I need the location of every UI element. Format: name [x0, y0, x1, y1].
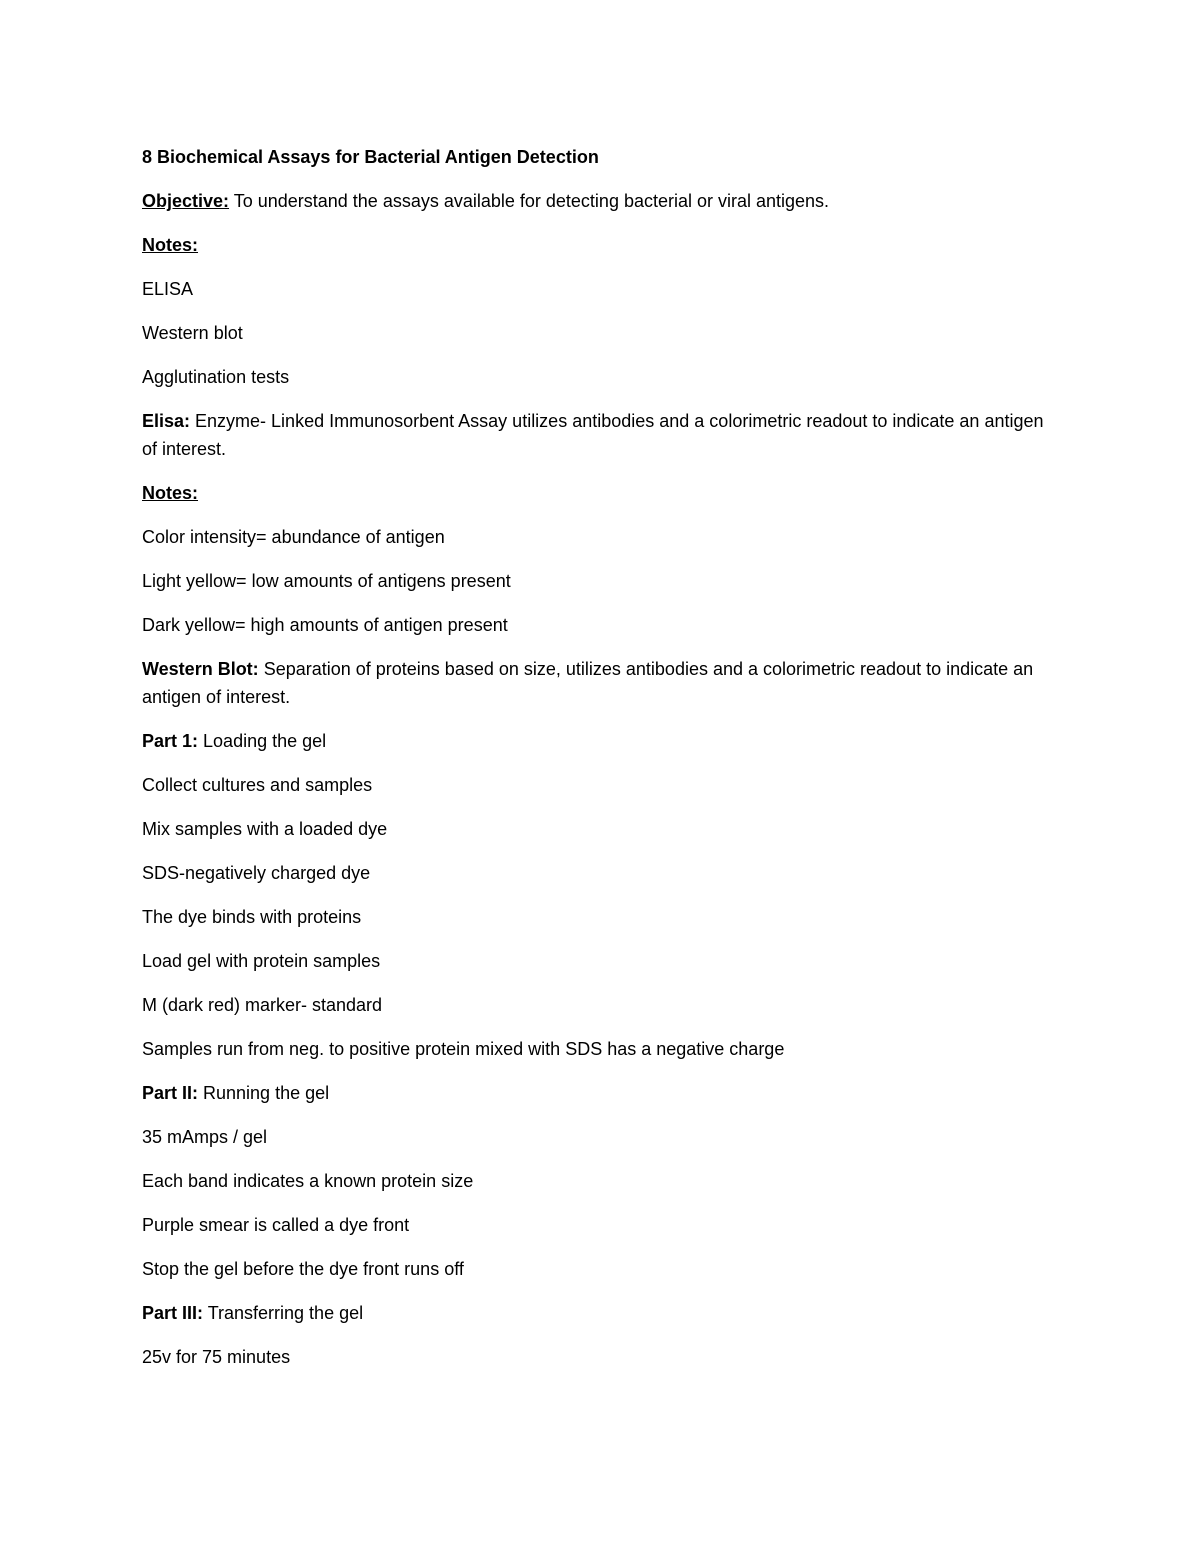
notes-heading-2: Notes:: [142, 483, 199, 503]
elisa-paragraph: [142, 407, 1062, 463]
part-2-heading: [142, 1079, 1062, 1107]
part-3-text: Transferring the gel: [203, 1303, 364, 1323]
part-2-label: Part II:: [142, 1083, 199, 1103]
objective-paragraph: [142, 187, 1062, 215]
part-1-text: Loading the gel: [198, 731, 327, 751]
list-item: The dye binds with proteins: [142, 907, 362, 927]
list-item: 25v for 75 minutes: [142, 1347, 291, 1367]
list-item: Light yellow= low amounts of antigens present: [142, 571, 511, 591]
western-blot-label: Western Blot:: [142, 659, 259, 679]
objective-label: Objective:: [142, 191, 230, 211]
western-blot-paragraph: [142, 655, 1062, 711]
list-item: Load gel with protein samples: [142, 951, 381, 971]
list-item: Purple smear is called a dye front: [142, 1215, 410, 1235]
list-item: Dark yellow= high amounts of antigen present: [142, 615, 508, 635]
list-item: 35 mAmps / gel: [142, 1127, 268, 1147]
list-item: Mix samples with a loaded dye: [142, 819, 388, 839]
part-1-heading: [142, 727, 1062, 755]
list-item: Agglutination tests: [142, 367, 290, 387]
part-2-text: Running the gel: [198, 1083, 330, 1103]
western-blot-text: Separation of proteins based on size, utilizes antibodies and a colorimetric readout to indicate an antigen of interest.: [142, 659, 1034, 707]
notes-heading-1: Notes:: [142, 235, 199, 255]
objective-text: To understand the assays available for detecting bacterial or viral antigens.: [229, 191, 830, 211]
part-3-label: Part III:: [142, 1303, 204, 1323]
list-item: SDS-negatively charged dye: [142, 863, 371, 883]
part-1-label: Part 1:: [142, 731, 199, 751]
list-item: Samples run from neg. to positive protein mixed with SDS has a negative charge: [142, 1039, 785, 1059]
part-3-heading: [142, 1299, 1062, 1327]
list-item: M (dark red) marker- standard: [142, 995, 383, 1015]
list-item: Color intensity= abundance of antigen: [142, 527, 445, 547]
list-item: Collect cultures and samples: [142, 775, 373, 795]
list-item: Each band indicates a known protein size: [142, 1171, 474, 1191]
list-item: Stop the gel before the dye front runs off: [142, 1259, 464, 1279]
document-title: 8 Biochemical Assays for Bacterial Antigen Detection: [142, 147, 599, 167]
list-item: ELISA: [142, 279, 194, 299]
document-body: [142, 143, 1062, 1387]
elisa-text: Enzyme- Linked Immunosorbent Assay utilizes antibodies and a colorimetric readout to indicate an antigen of interest.: [142, 411, 1044, 459]
elisa-label: Elisa:: [142, 411, 191, 431]
list-item: Western blot: [142, 323, 243, 343]
